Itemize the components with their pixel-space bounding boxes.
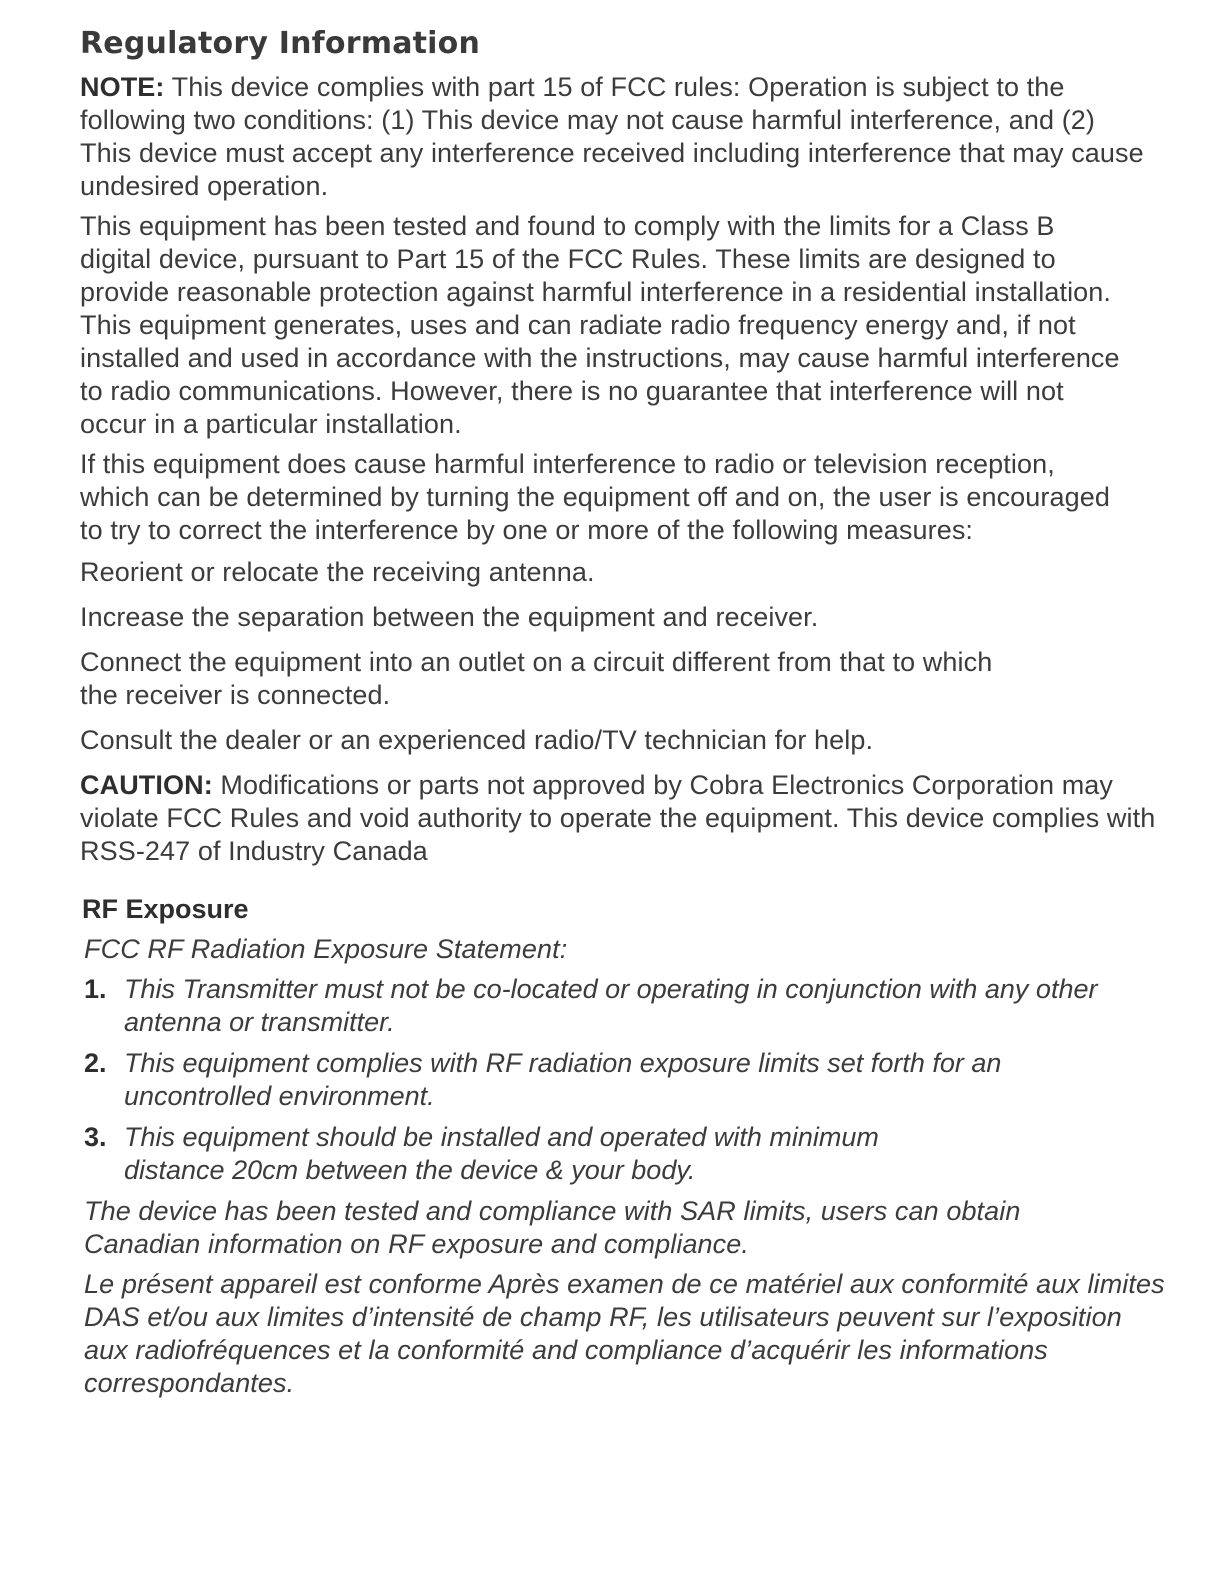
list-item	[80, 1047, 1030, 1113]
fcc-statement-title: FCC RF Radiation Exposure Statement:	[84, 934, 568, 964]
sar-french-paragraph: Le présent appareil est conforme Après examen de ce matériel aux conformité aux limites DAS et/ou aux limites d’intensité de champ RF, les utilisateurs peuvent sur l’exposition aux radiofréquences et la conformité and compliance d’acquérir les informations correspondantes.	[84, 1269, 1165, 1398]
rf-exposure-heading: RF Exposure	[82, 894, 249, 924]
page-title: Regulatory Information	[80, 26, 481, 61]
regulatory-document	[80, 26, 1170, 1407]
list-item-text: This Transmitter must not be co-located or operating in conjunction with any other antenna or transmitter.	[124, 974, 1098, 1037]
note-text: This device complies with part 15 of FCC rules: Operation is subject to the following two conditions: (1) This device may not cause harmful interference, and (2) This device must accept any interference received including interference that may cause undesired operation.	[80, 72, 1144, 201]
list-item-number: 3.	[84, 1122, 107, 1152]
caution-paragraph	[80, 769, 1170, 868]
list-item	[80, 973, 1170, 1039]
class-b-paragraph: This equipment has been tested and found to comply with the limits for a Class B digital device, pursuant to Part 15 of the FCC Rules. These limits are designed to provide reasonable protection against harmful interference in a residential installation. This equipment generates, uses and can radiate radio frequency energy and, if not installed and used in accordance with the instructions, may cause harmful interference to radio communications. However, there is no guarantee that interference will not occur in a particular installation.	[80, 211, 1120, 439]
measure-separation: Increase the separation between the equipment and receiver.	[80, 602, 819, 632]
list-item-number: 1.	[84, 974, 107, 1004]
sar-english-paragraph: The device has been tested and compliance with SAR limits, users can obtain Canadian information on RF exposure and compliance.	[84, 1196, 1021, 1259]
caution-label: CAUTION:	[80, 770, 213, 800]
list-item-text: This equipment complies with RF radiation exposure limits set forth for an uncontrolled environment.	[124, 1048, 1002, 1111]
list-item-number: 2.	[84, 1048, 107, 1078]
measure-reorient: Reorient or relocate the receiving antenna.	[80, 557, 595, 587]
caution-text: Modifications or parts not approved by Cobra Electronics Corporation may violate FCC Rules and void authority to operate the equipment. This device complies with RSS-247 of Industry Canada	[80, 770, 1156, 866]
list-item	[80, 1121, 950, 1187]
list-item-text: This equipment should be installed and operated with minimum distance 20cm between the device & your body.	[124, 1122, 879, 1185]
measure-outlet: Connect the equipment into an outlet on a circuit different from that to which the receiver is connected.	[80, 647, 993, 710]
note-paragraph	[80, 71, 1150, 203]
rf-exposure-list	[80, 973, 1170, 1187]
note-label: NOTE:	[80, 72, 165, 102]
measure-consult: Consult the dealer or an experienced radio/TV technician for help.	[80, 725, 874, 755]
interference-paragraph: If this equipment does cause harmful interference to radio or television reception, which can be determined by turning the equipment off and on, the user is encouraged to try to correct the interference by one or more of the following measures:	[80, 449, 1110, 545]
